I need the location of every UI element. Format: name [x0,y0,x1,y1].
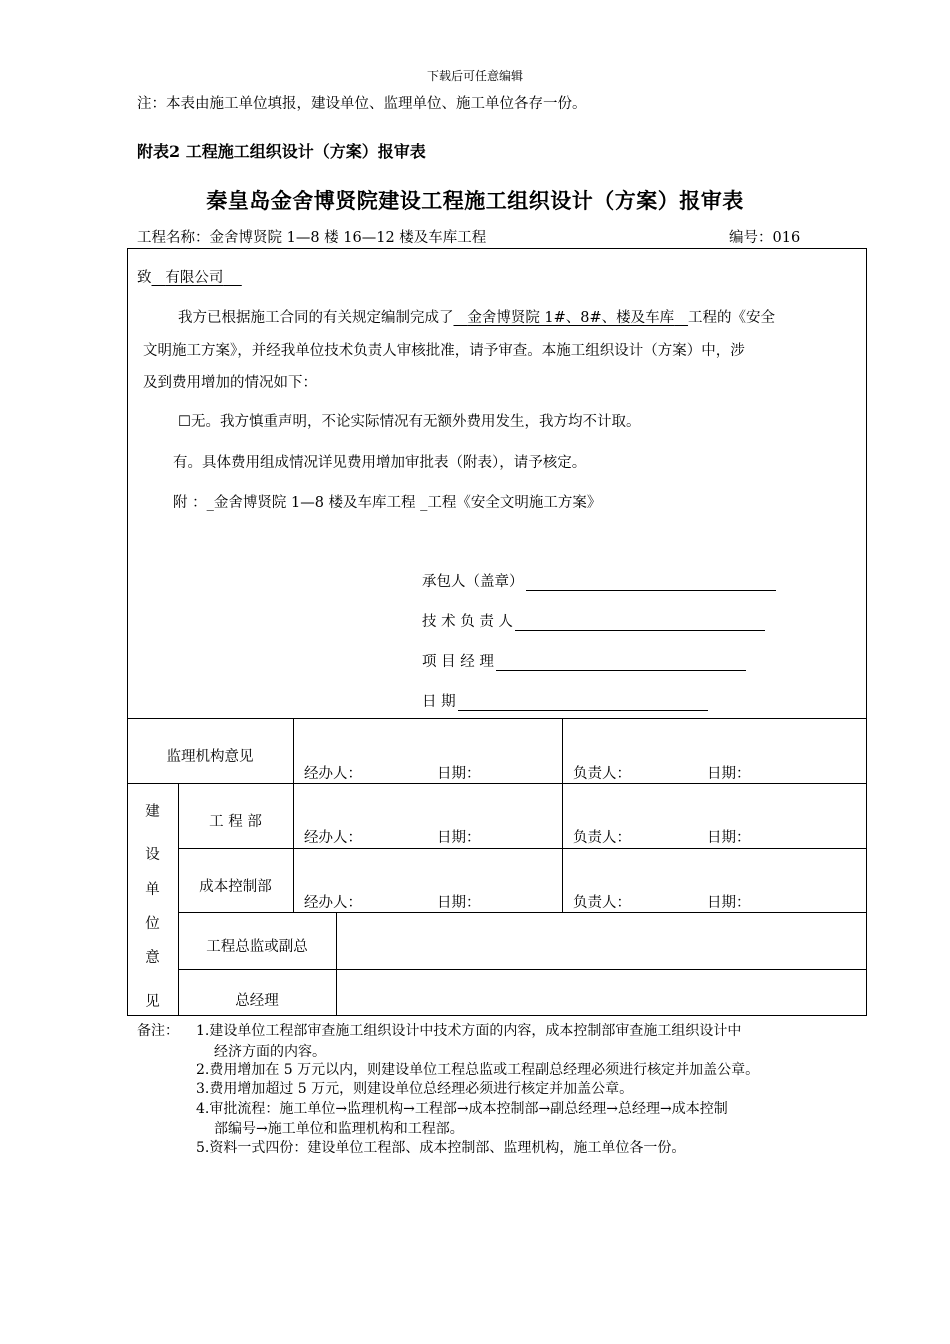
page-header: 下载后可任意编辑 [426,69,523,83]
col-divider [293,718,294,912]
tech-lead-signature: 技 术 负 责 人 [422,610,765,631]
chief-label: 工程总监或副总 [206,939,308,955]
paragraph-line-2: 文明施工方案》，并经我单位技术负责人审核批准，请予审查。本施工组织设计（方案）中，涉 [143,343,745,359]
handler-label: 经办人： [304,895,362,911]
date-label: 日期： [707,895,751,911]
remark-item: 3.费用增加超过 5 万元，则建设单位总经理必须进行核定并加盖公章。 [196,1081,634,1097]
gm-label: 总经理 [235,993,279,1009]
signature-line [458,694,708,711]
owner-char: 建 [145,804,160,820]
eng-dept-label: 工 程 部 [209,814,262,830]
recipient-prefix: 致 [137,270,152,286]
signature-line [515,614,765,631]
date-label: 日期： [437,895,481,911]
responsible-label: 负责人： [573,766,631,782]
contractor-signature: 承包人（盖章） [422,570,776,591]
row-divider [127,783,867,784]
row-divider [178,969,867,970]
recipient-company: 有限公司 [165,270,224,286]
appendix-title: 附表2 工程施工组织设计（方案）报审表 [137,142,426,161]
col-divider [562,718,563,912]
date-label: 日期： [437,766,481,782]
remark-item: 部编号→施工单位和监理机构和工程部。 [214,1121,464,1137]
date-label: 日期： [707,766,751,782]
owner-char: 设 [145,847,160,863]
paragraph-line-1: 我方已根据施工合同的有关规定编制完成了 金舍博贤院 1#、8#、楼及车库 工程的《安全 [178,310,776,326]
serial-number: 编号：016 [729,230,801,246]
attachment-line: 附 ：_金舍博贤院 1—8 楼及车库工程 _工程《安全文明施工方案》 [173,495,602,511]
date-signature: 日 期 [422,690,708,711]
signature-line [526,574,776,591]
project-underlined: 金舍博贤院 1#、8#、楼及车库 [467,310,675,326]
handler-label: 经办人： [304,766,362,782]
owner-char: 见 [145,994,160,1010]
responsible-label: 负责人： [573,895,631,911]
option-yes: 有。具体费用组成情况详见费用增加审批表（附表），请予核定。 [173,455,587,471]
owner-char: 意 [145,950,160,966]
date-label: 日期： [437,830,481,846]
col-divider [336,912,337,1016]
remark-item: 5.资料一式四份：建设单位工程部、成本控制部、监理机构，施工单位各一份。 [196,1140,686,1156]
owner-char: 位 [145,916,160,932]
supervisor-label: 监理机构意见 [166,749,254,765]
owner-char: 单 [145,882,160,898]
remark-item: 4.审批流程：施工单位→监理机构→工程部→成本控制部→副总经理→总经理→成本控制 [196,1101,728,1117]
paragraph-line-3: 及到费用增加的情况如下： [143,375,317,391]
row-divider [127,718,867,719]
row-divider [178,848,867,849]
pm-signature: 项 目 经 理 [422,650,746,671]
form-title: 秦皇岛金舍博贤院建设工程施工组织设计（方案）报审表 [206,188,744,213]
form-note: 注：本表由施工单位填报，建设单位、监理单位、施工单位各存一份。 [137,96,587,112]
remarks-label: 备注： [137,1023,179,1039]
project-name: 工程名称：金舍博贤院 1—8 楼 16—12 楼及车库工程 [137,230,487,246]
remark-item: 经济方面的内容。 [214,1044,326,1060]
handler-label: 经办人： [304,830,362,846]
remark-item: 2.费用增加在 5 万元以内，则建设单位工程总监或工程副总经理必须进行核定并加盖公章。 [196,1062,760,1078]
date-label: 日期： [707,830,751,846]
form-table [127,248,867,1016]
responsible-label: 负责人： [573,830,631,846]
row-divider [178,912,867,913]
remark-item: 1.建设单位工程部审查施工组织设计中技术方面的内容，成本控制部审查施工组织设计中 [196,1023,742,1039]
option-none: ☐无。我方慎重声明，不论实际情况有无额外费用发生，我方均不计取。 [178,414,641,430]
cost-dept-label: 成本控制部 [199,879,272,895]
recipient [137,266,242,287]
signature-line [496,654,746,671]
